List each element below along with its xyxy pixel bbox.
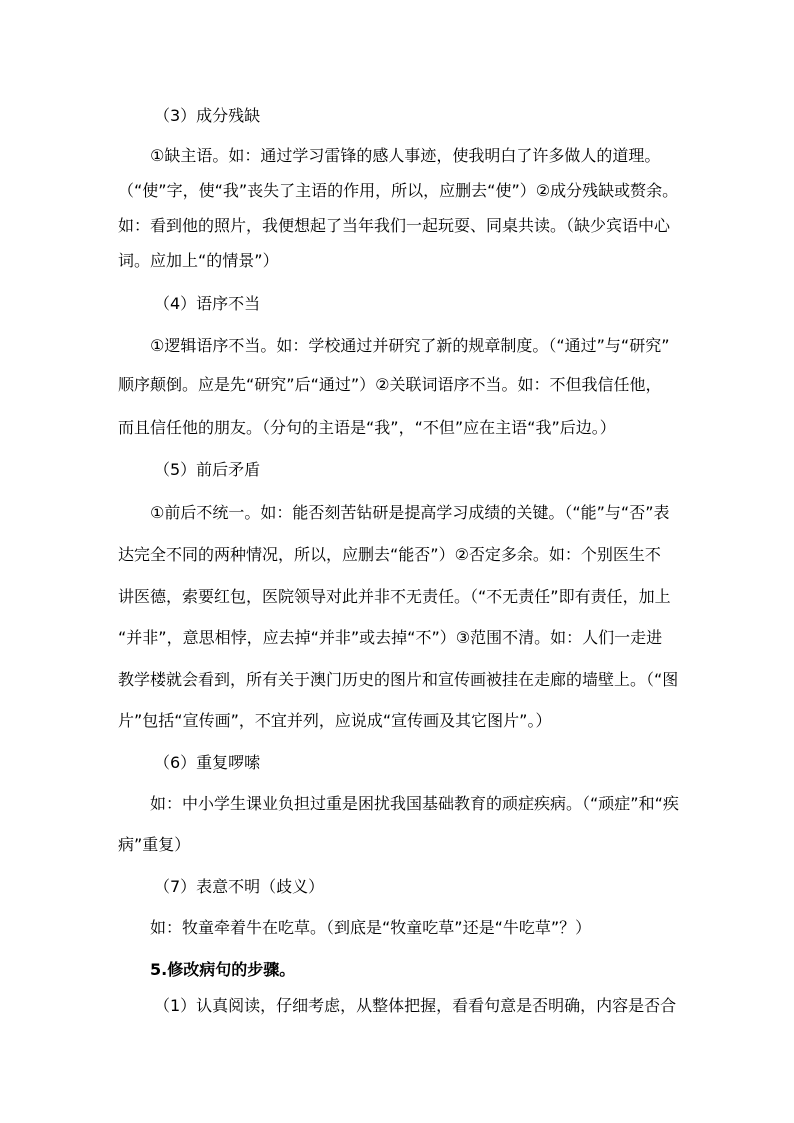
- paragraph-line: ①前后不统一。如：能否刻苦钻研是提高学习成绩的关键。（“能”与“否”表: [150, 503, 670, 522]
- paragraph-line: 讲医德，索要红包，医院领导对此并非不无责任。（“不无责任”即有责任，加上: [118, 587, 671, 606]
- paragraph-line: 达完全不同的两种情况，所以，应删去“能否”）②否定多余。如：个别医生不: [118, 545, 661, 564]
- paragraph-line: （1）认真阅读，仔细考虑，从整体把握，看看句意是否明确，内容是否合: [154, 996, 677, 1015]
- section-heading-3: （3）成分残缺: [154, 106, 261, 125]
- paragraph-line: “并非”，意思相悖，应去掉“并非”或去掉“不”）③范围不清。如：人们一走进: [118, 628, 663, 647]
- paragraph-line: ①缺主语。如：通过学习雷锋的感人事迹，使我明白了许多做人的道理。: [150, 146, 661, 165]
- paragraph-line: 如：中小学生课业负担过重是困扰我国基础教育的顽症疾病。（“顽症”和“疾: [150, 794, 679, 813]
- paragraph-line: 如：牧童牵着牛在吃草。（到底是“牧童吃草”还是“牛吃草”？）: [150, 918, 592, 937]
- section-heading-5: （5）前后矛盾: [154, 460, 261, 479]
- paragraph-line: 顺序颠倒。应是先“研究”后“通过”）②关联词语序不当。如：不但我信任他，: [118, 375, 662, 394]
- paragraph-line: ①逻辑语序不当。如：学校通过并研究了新的规章制度。（“通过”与“研究”: [150, 336, 670, 355]
- section-heading-4: （4）语序不当: [154, 294, 261, 313]
- section-heading-6: （6）重复啰嗦: [154, 753, 261, 772]
- paragraph-line: 词。应加上“的情景”）: [118, 251, 279, 270]
- paragraph-line: 病”重复）: [118, 835, 191, 854]
- paragraph-line: 如：看到他的照片，我便想起了当年我们一起玩耍、同桌共读。（缺少宾语中心: [118, 216, 671, 235]
- paragraph-line: 教学楼就会看到，所有关于澳门历史的图片和宣传画被挂在走廊的墙壁上。（“图: [118, 670, 679, 689]
- section-heading-steps: 5.修改病句的步骤。: [150, 960, 296, 979]
- section-heading-7: （7）表意不明（歧义）: [154, 877, 325, 896]
- paragraph-line: 而且信任他的朋友。（分句的主语是“我”，“不但”应在主语“我”后边。）: [118, 418, 616, 437]
- paragraph-line: （“使”字，使“我”丧失了主语的作用，所以，应删去“使”）②成分残缺或赘余。: [118, 181, 679, 200]
- paragraph-line: 片”包括“宣传画”，不宜并列，应说成“宣传画及其它图片”。）: [118, 711, 552, 730]
